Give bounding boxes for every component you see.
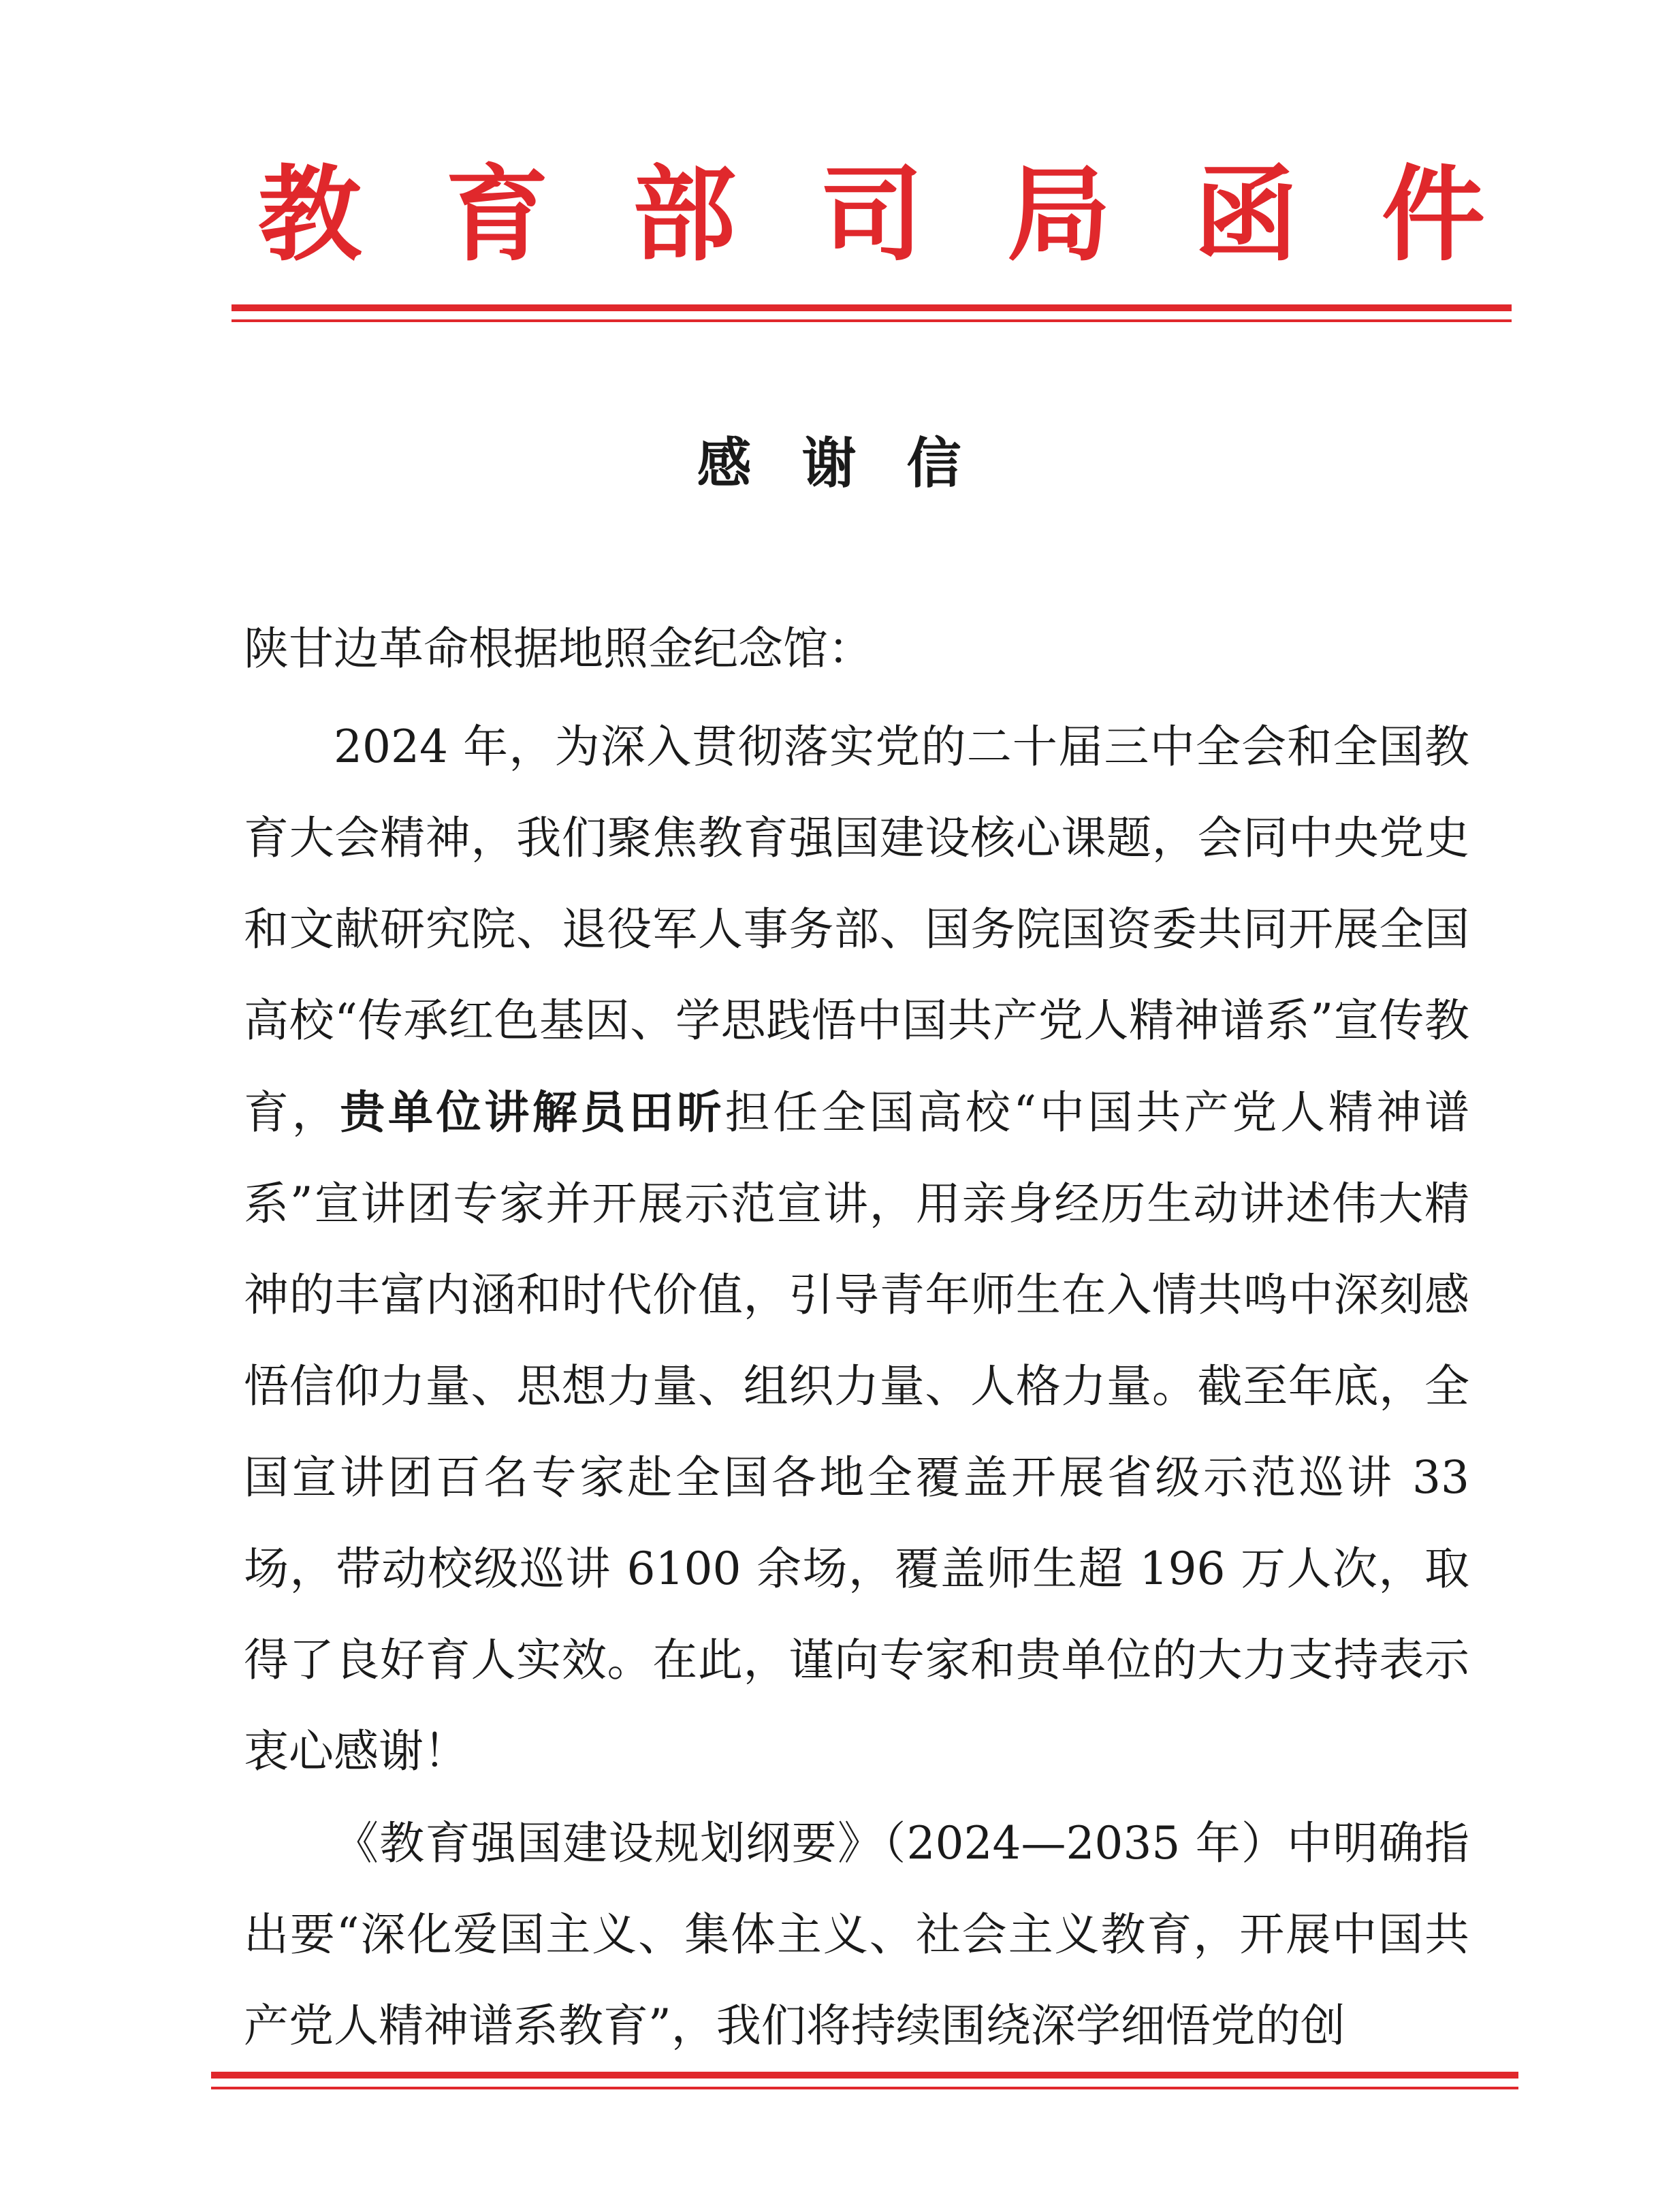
salutation: 陕甘边革命根据地照金纪念馆： — [244, 622, 873, 675]
paragraph-text: 担任全国高校“中国共产党人精神谱系”宣讲团专家并开展示范宣讲，用亲身经历生动讲述伟大精神的丰富内涵和时代价值，引导青年师生在入情共鸣中深刻感悟信仰力量、思想力量、组织力量、人格力量。截至年底，全国宣讲团百名专家赴全国各地全覆盖开展省级示范巡讲 33 场，带动校级巡讲 6100 余场，覆盖师生超 196 万人次，取得了良好育人实效。在此，谨向专家和贵单位的大力支持表示衷心感谢！ — [244, 1086, 1470, 1778]
letterhead-char: 教 — [258, 153, 362, 275]
letterhead-title — [232, 140, 1512, 289]
emphasized-text: 贵单位讲解员田昕 — [340, 1086, 725, 1139]
paragraph-text: 2024 年，为深入贯彻落实党的二十届三中全会和全国教育大会精神，我们聚焦教育强国建设核心课题，会同中央党史和文献研究院、退役军人事务部、国务院国资委共同开展全国高校“传承红色基因、学思践悟中国共产党人精神谱系”宣传教育， — [244, 721, 1469, 1139]
letterhead-char: 育 — [445, 153, 549, 275]
letterhead-char: 部 — [633, 153, 736, 275]
letterhead-char: 局 — [1007, 153, 1111, 275]
body-paragraph-2: 《教育强国建设规划纲要》（2024—2035 年）中明确指出要“深化爱国主义、集体主义、社会主义教育，开展中国共产党人精神谱系教育”，我们将持续围绕深学细悟党的创 — [244, 1817, 1469, 2052]
footer-rule-thin — [211, 2087, 1518, 2089]
letterhead-rule-thick — [232, 304, 1512, 311]
letterhead-char: 件 — [1382, 153, 1485, 275]
document-title: 感谢信 — [697, 431, 1012, 495]
body-paragraph-1 — [244, 701, 1469, 1797]
footer-rule-thick — [211, 2072, 1518, 2079]
letterhead-rule-thin — [232, 319, 1512, 322]
letterhead-char: 司 — [820, 153, 923, 275]
letterhead-char: 函 — [1194, 153, 1298, 275]
